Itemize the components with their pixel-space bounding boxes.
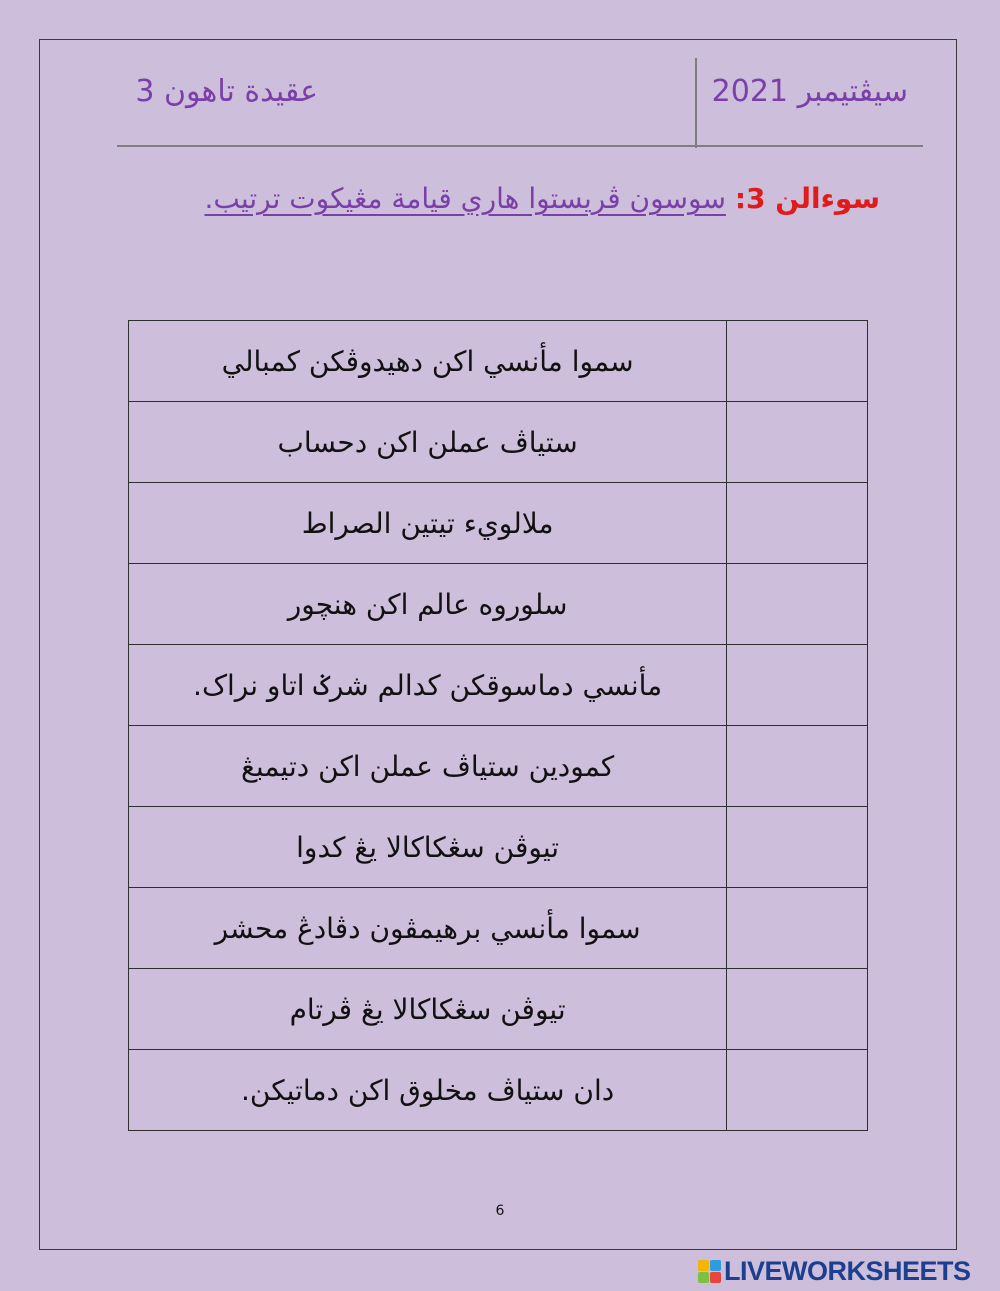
table-row	[129, 969, 868, 1050]
question-label: سوءالن 3:	[734, 182, 880, 215]
item-text: ملالويء تيتين الصراط	[129, 483, 727, 564]
item-text: سموا مأنسي برهيمڤون دڤادڠ محشر	[129, 888, 727, 969]
answer-box[interactable]	[727, 888, 868, 969]
answer-box[interactable]	[727, 969, 868, 1050]
answer-box[interactable]	[727, 483, 868, 564]
item-text: سلوروه عالم اكن هنچور	[129, 564, 727, 645]
header-divider-vertical	[695, 58, 697, 148]
ordering-table	[128, 320, 868, 1131]
item-text: سموا مأنسي اكن دهيدوڤكن كمبالي	[129, 321, 727, 402]
liveworksheets-logo-icon	[698, 1260, 721, 1283]
table-row	[129, 402, 868, 483]
table-row	[129, 726, 868, 807]
header-subject: عقيدة تاهون 3	[135, 74, 318, 109]
table-row	[129, 888, 868, 969]
table-row	[129, 645, 868, 726]
answer-box[interactable]	[727, 1050, 868, 1131]
answer-box[interactable]	[727, 645, 868, 726]
header-divider-horizontal	[117, 145, 923, 147]
liveworksheets-brand[interactable]	[698, 1256, 971, 1286]
item-text: دان ستياڤ مخلوق اكن دماتيكن.	[129, 1050, 727, 1131]
table-row	[129, 321, 868, 402]
question-text: سوسون ڤريستوا هاري قيامة مڠيكوت ترتيب.	[204, 182, 726, 215]
answer-box[interactable]	[727, 321, 868, 402]
item-text: ستياڤ عملن اكن دحساب	[129, 402, 727, 483]
answer-box[interactable]	[727, 807, 868, 888]
page-number: 6	[495, 1203, 505, 1219]
table-row	[129, 564, 868, 645]
header-date: سيڤتيمبر 2021	[711, 74, 908, 109]
item-text: تيوڤن سڠكاكالا يڠ كدوا	[129, 807, 727, 888]
item-text: تيوڤن سڠكاكالا يڠ ڤرتام	[129, 969, 727, 1050]
answer-box[interactable]	[727, 564, 868, 645]
answer-box[interactable]	[727, 726, 868, 807]
table-row	[129, 1050, 868, 1131]
answer-box[interactable]	[727, 402, 868, 483]
table-row	[129, 483, 868, 564]
brand-text: LIVEWORKSHEETS	[724, 1255, 971, 1286]
question	[150, 182, 880, 215]
item-text: مأنسي دماسوقكن كدالم شرݢ اتاو نراک.	[129, 645, 727, 726]
table-row	[129, 807, 868, 888]
item-text: كمودين ستياڤ عملن اكن دتيمبڠ	[129, 726, 727, 807]
